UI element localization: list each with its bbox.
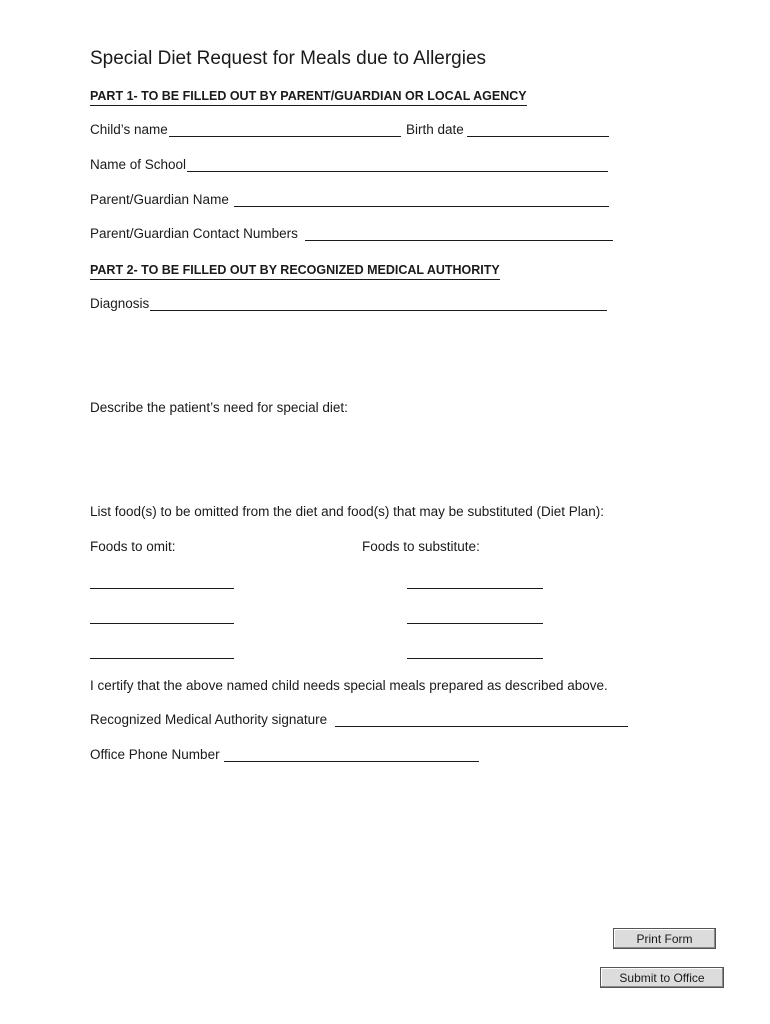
form-title: Special Diet Request for Meals due to Allergies <box>90 48 487 69</box>
certify-text: I certify that the above named child needs special meals prepared as described above. <box>90 678 608 693</box>
childs-name-field[interactable] <box>169 136 401 137</box>
office-phone-label: Office Phone Number <box>90 747 220 762</box>
diagnosis-label: Diagnosis <box>90 296 150 311</box>
school-label: Name of School <box>90 157 187 172</box>
describe-label: Describe the patient’s need for special diet: <box>90 400 348 415</box>
foods-omit-label: Foods to omit: <box>90 539 176 554</box>
foods-substitute-field-3[interactable] <box>407 658 543 659</box>
foods-omit-field-1[interactable] <box>90 588 234 589</box>
diet-plan-label: List food(s) to be omitted from the diet and food(s) that may be substituted (Diet Plan): <box>90 504 605 519</box>
childs-name-label: Child’s name <box>90 122 168 137</box>
part1-heading: PART 1- TO BE FILLED OUT BY PARENT/GUARDIAN OR LOCAL AGENCY <box>90 88 527 106</box>
guardian-contact-field[interactable] <box>305 240 613 241</box>
guardian-name-field[interactable] <box>234 206 609 207</box>
birth-date-label: Birth date <box>406 122 464 137</box>
office-phone-field[interactable] <box>224 761 479 762</box>
guardian-name-label: Parent/Guardian Name <box>90 192 229 207</box>
guardian-contact-label: Parent/Guardian Contact Numbers <box>90 226 298 241</box>
birth-date-field[interactable] <box>467 136 609 137</box>
print-form-button[interactable]: Print Form <box>613 928 716 949</box>
diagnosis-field[interactable] <box>150 310 607 311</box>
signature-label: Recognized Medical Authority signature <box>90 712 328 727</box>
school-field[interactable] <box>187 171 608 172</box>
foods-substitute-field-2[interactable] <box>407 623 543 624</box>
foods-omit-field-3[interactable] <box>90 658 234 659</box>
signature-field[interactable] <box>335 726 628 727</box>
foods-substitute-field-1[interactable] <box>407 588 543 589</box>
foods-omit-field-2[interactable] <box>90 623 234 624</box>
part2-heading: PART 2- TO BE FILLED OUT BY RECOGNIZED MEDICAL AUTHORITY <box>90 262 500 280</box>
foods-substitute-label: Foods to substitute: <box>362 539 480 554</box>
submit-to-office-button[interactable]: Submit to Office <box>600 967 724 988</box>
